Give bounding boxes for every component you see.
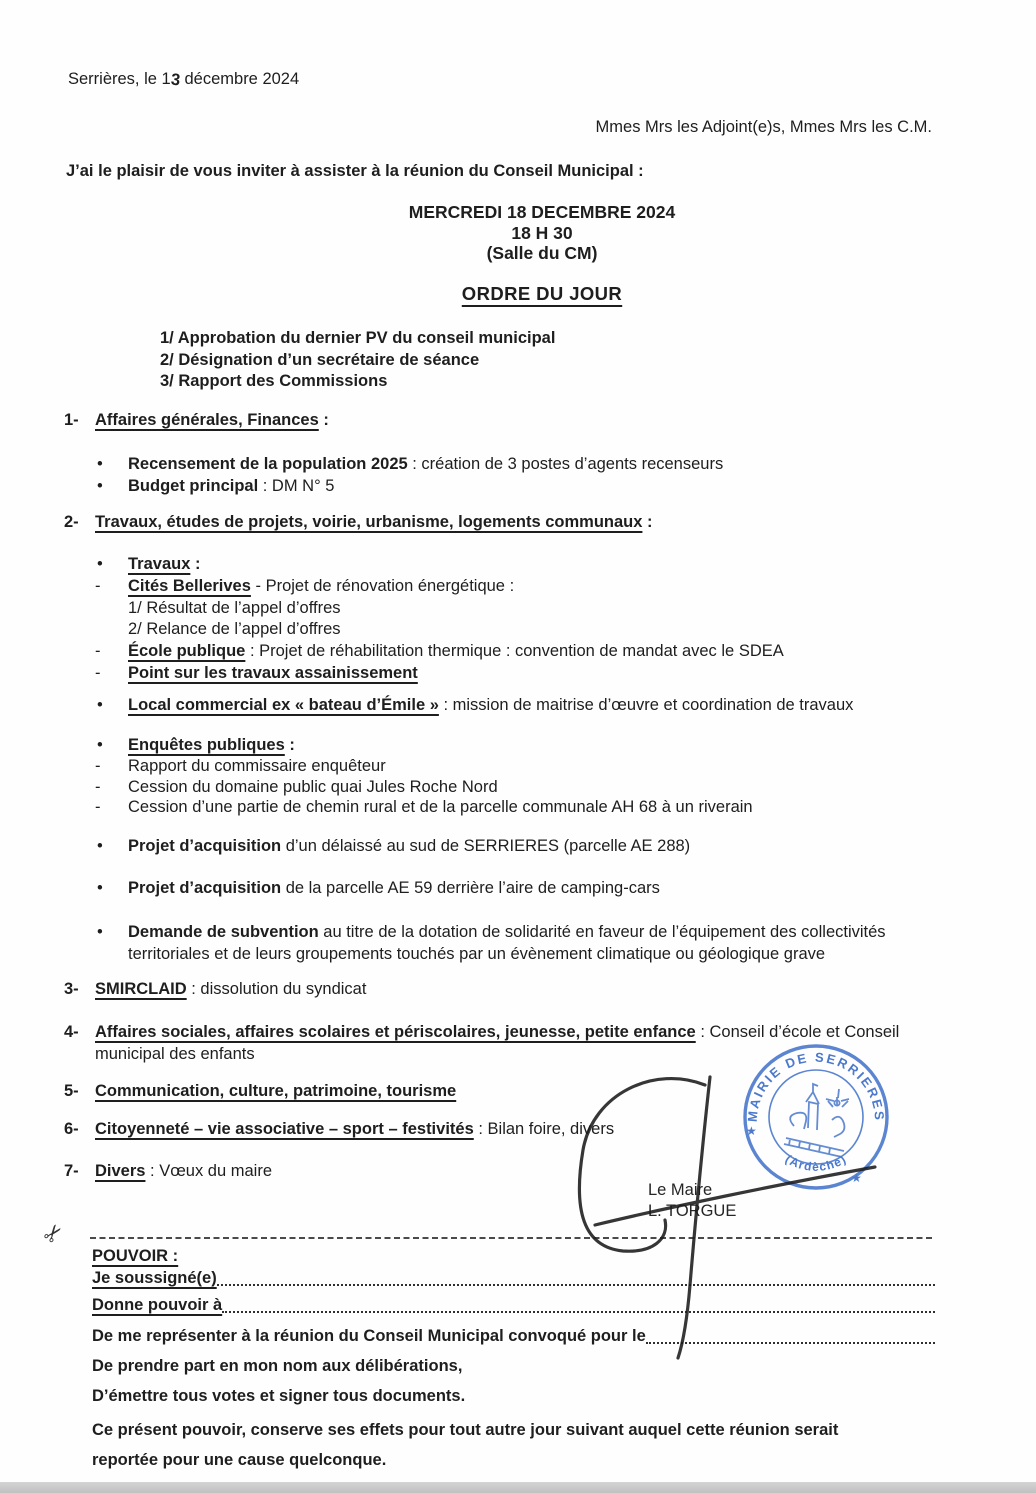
handwritten-corrected-digit: 3	[169, 70, 181, 90]
enquetes-group	[64, 736, 753, 819]
section-title: Travaux, études de projets, voirie, urbanisme, logements communaux	[95, 513, 643, 531]
section-1-items	[64, 453, 723, 497]
meeting-block	[24, 202, 1036, 264]
bullet-item: • Budget principal : DM N° 5	[97, 476, 335, 495]
meeting-date: MERCREDI 18 DECEMBRE 2024	[408, 202, 676, 222]
bullet-item-acquisition-2: • Projet d’acquisition de la parcelle AE 59 derrière l’aire de camping-cars	[97, 879, 660, 897]
section-number: 1-	[64, 411, 79, 429]
dash-item: - Cités Bellerives - Projet de rénovation énergétique :	[95, 576, 515, 595]
sub-line: 1/ Résultat de l’appel d’offres	[128, 598, 341, 617]
pouvoir-conserve-line-1: Ce présent pouvoir, conserve ses effets pour tout autre jour suivant auquel cette réunion serait	[92, 1421, 839, 1439]
meeting-time: 18 H 30	[511, 222, 573, 243]
prelim-item: 3/ Rapport des Commissions	[160, 372, 388, 391]
pouvoir-soussigne-row: Je soussigné(e)	[92, 1269, 935, 1288]
pouvoir-emettre-line: D’émettre tous votes et signer tous documents.	[92, 1387, 466, 1405]
agenda-title-wrap	[24, 283, 1036, 305]
dash-item: - Point sur les travaux assainissement	[95, 663, 418, 682]
bullet-item-local-commercial: • Local commercial ex « bateau d’Émile » : mission de maitrise d’œuvre et coordination de travaux	[97, 696, 854, 714]
agenda-title: ORDRE DU JOUR	[461, 283, 623, 304]
scan-edge-bar	[0, 1482, 1036, 1493]
bullet-item-subvention	[64, 921, 886, 965]
dash-icon: -	[95, 756, 101, 775]
section-5-heading	[64, 1082, 456, 1101]
stamp-bottom-text: (Ardèche)	[782, 1151, 850, 1174]
dash-item: - Cession du domaine public quai Jules Roche Nord	[95, 777, 498, 796]
section-number: 4-	[64, 1023, 79, 1041]
section-3-heading: 3- SMIRCLAID : dissolution du syndicat	[64, 980, 367, 998]
subvention-line-2: territoriales et de leurs groupements touchés par un évènement climatique ou géologique grave	[128, 945, 826, 963]
date-prefix: Serrières, le 1	[68, 70, 171, 88]
prelim-item: 2/ Désignation d’un secrétaire de séance	[160, 350, 480, 369]
stamp-top-text: MAIRIE DE SERRIERES	[744, 1049, 888, 1123]
bullet-icon: •	[97, 923, 103, 941]
bullet-item: • Recensement de la population 2025 : création de 3 postes d’agents recenseurs	[97, 455, 724, 473]
section-title: Citoyenneté – vie associative – sport – festivités	[95, 1120, 474, 1138]
pouvoir-representer-row: De me représenter à la réunion du Conseil Municipal convoqué pour le	[92, 1327, 935, 1346]
stamp-star-left-icon: ★	[746, 1124, 757, 1138]
section-4-line-1: Affaires sociales, affaires scolaires et périscolaires, jeunesse, petite enfance : Conseil d’école et Conseil	[95, 1023, 900, 1041]
section-title: Affaires générales, Finances	[95, 411, 319, 429]
section-title: Divers	[95, 1162, 146, 1180]
bullet-icon: •	[97, 879, 103, 897]
bullet-icon: •	[97, 736, 103, 754]
prelim-item: 1/ Approbation du dernier PV du conseil municipal	[160, 329, 556, 347]
bullet-item-acquisition-1: • Projet d’acquisition d’un délaissé au sud de SERRIERES (parcelle AE 288)	[97, 837, 691, 855]
meeting-room: (Salle du CM)	[486, 243, 598, 263]
scissors-icon: ✂	[37, 1217, 70, 1249]
sub-line: 2/ Relance de l’appel d’offres	[128, 620, 341, 639]
section-title: SMIRCLAID	[95, 980, 187, 998]
pouvoir-prendre-line: De prendre part en mon nom aux délibérations,	[92, 1357, 463, 1375]
dash-icon: -	[95, 798, 101, 817]
section-number: 5-	[64, 1082, 79, 1100]
section-number: 2-	[64, 513, 79, 531]
section-7-heading: 7- Divers : Vœux du maire	[64, 1162, 272, 1180]
pouvoir-title: POUVOIR :	[92, 1247, 179, 1265]
section-2-heading: 2- Travaux, études de projets, voirie, urbanisme, logements communaux :	[64, 513, 653, 531]
dash-icon: -	[95, 663, 101, 682]
preliminary-items	[160, 328, 555, 393]
bullet-icon: •	[97, 476, 103, 495]
dash-item: - École publique : Projet de réhabilitation thermique : convention de mandat avec le SDEA	[95, 642, 784, 661]
date-line	[68, 70, 299, 89]
dash-icon: -	[95, 642, 101, 661]
handwritten-signature	[555, 1055, 895, 1365]
stamp-star-right-icon: ★	[851, 1171, 862, 1185]
bullet-icon: •	[97, 696, 103, 714]
section-1-heading: 1- Affaires générales, Finances :	[64, 411, 329, 429]
section-6-heading: 6- Citoyenneté – vie associative – sport – festivités : Bilan foire, divers	[64, 1120, 615, 1138]
bullet-item: • Enquêtes publiques :	[97, 736, 295, 754]
dash-icon: -	[95, 777, 101, 796]
pouvoir-conserve-line-2: reportée pour une cause quelconque.	[92, 1451, 387, 1469]
signer-role: Le Maire	[648, 1181, 713, 1199]
bullet-icon: •	[97, 455, 103, 473]
bullet-icon: •	[97, 837, 103, 855]
section-number: 3-	[64, 980, 79, 998]
signature-stroke	[678, 1077, 710, 1358]
pouvoir-donne-row: Donne pouvoir à	[92, 1296, 935, 1315]
subvention-line-1: Demande de subvention au titre de la dotation de solidarité en faveur de l’équipement des collectivités	[128, 923, 886, 941]
intro-line: J’ai le plaisir de vous inviter à assister à la réunion du Conseil Municipal :	[66, 162, 644, 180]
recipients-line: Mmes Mrs les Adjoint(e)s, Mmes Mrs les C.M.	[595, 118, 932, 136]
bullet-item: • Travaux :	[97, 555, 201, 573]
travaux-group	[64, 555, 784, 686]
dash-item: - Cession d’une partie de chemin rural et de la parcelle communale AH 68 à un riverain	[95, 798, 753, 817]
section-number: 6-	[64, 1120, 79, 1138]
dash-icon: -	[95, 576, 101, 595]
bullet-icon: •	[97, 555, 103, 573]
section-number: 7-	[64, 1162, 79, 1180]
signature-stroke	[595, 1167, 875, 1225]
section-4-line-2: municipal des enfants	[95, 1045, 255, 1063]
section-title: Communication, culture, patrimoine, tourisme	[95, 1082, 457, 1100]
date-suffix: décembre 2024	[179, 70, 300, 88]
signer-name: L. TORGUE	[648, 1201, 737, 1220]
dash-item: - Rapport du commissaire enquêteur	[95, 756, 386, 775]
